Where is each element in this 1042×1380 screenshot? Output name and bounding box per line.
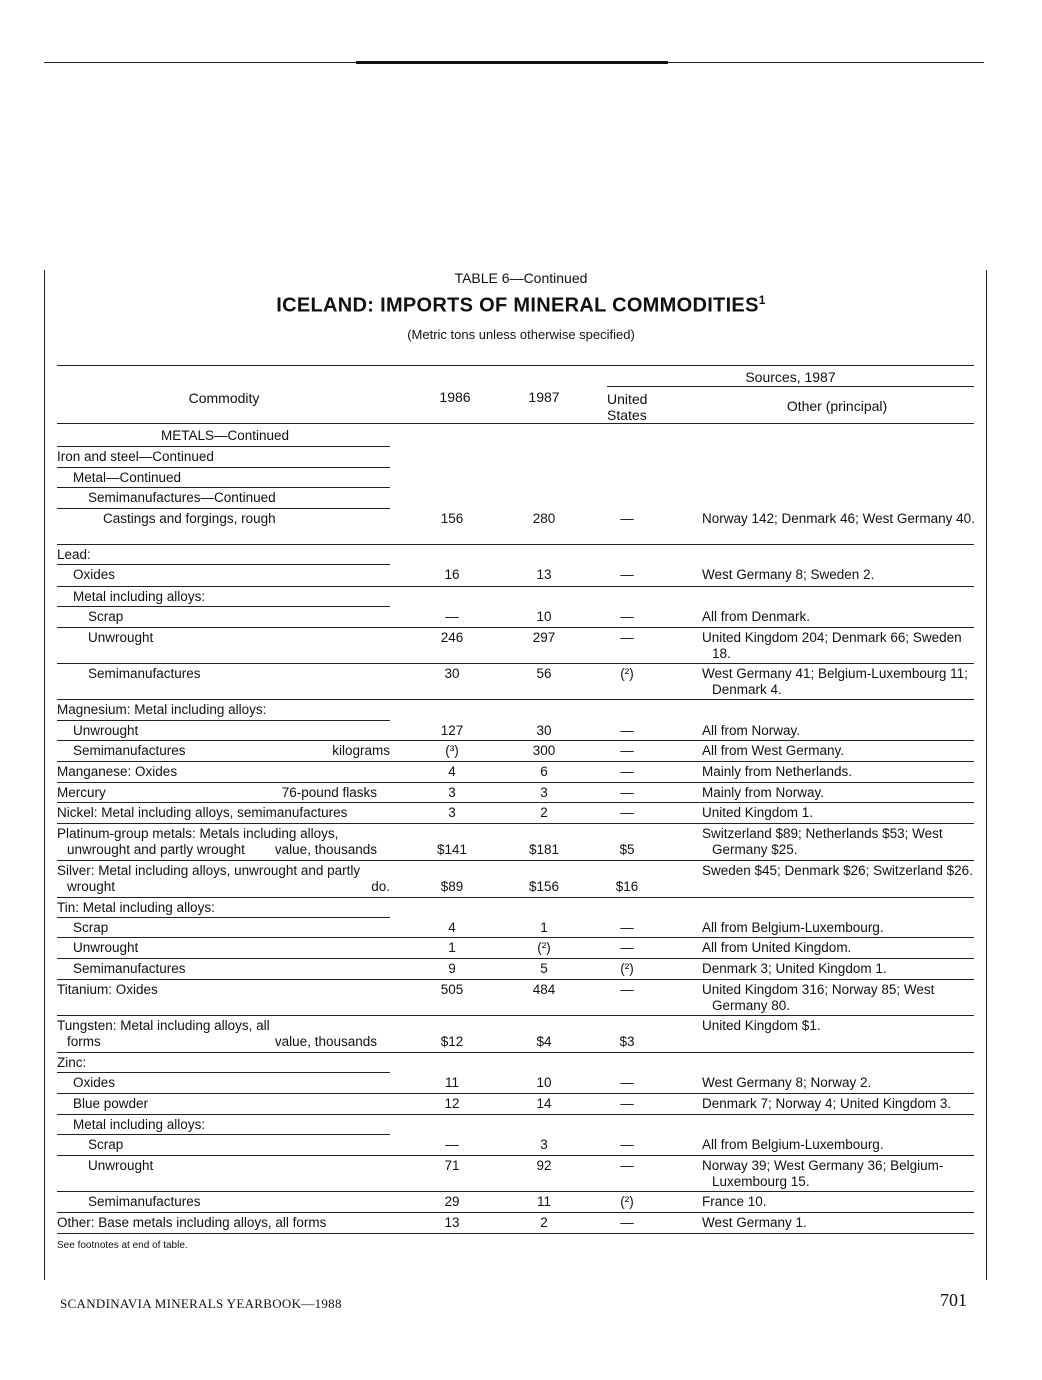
unit-label: 76-pound flasks bbox=[281, 785, 377, 800]
value-other-sources: France 10. bbox=[702, 1194, 767, 1209]
commodity-name: METALS—Continued bbox=[161, 428, 290, 443]
page-number: 701 bbox=[940, 1290, 967, 1310]
header-top-rule bbox=[57, 365, 974, 366]
header-bottom-rule bbox=[57, 423, 974, 424]
value-1987: 280 bbox=[532, 511, 556, 526]
value-1986: 12 bbox=[444, 1096, 460, 1111]
commodity-name: Manganese: Oxides bbox=[57, 764, 178, 779]
value-united-states: — bbox=[620, 982, 634, 997]
value-1987: 5 bbox=[540, 961, 548, 976]
value-1987: 2 bbox=[540, 805, 548, 820]
value-1986: — bbox=[445, 1137, 459, 1152]
table-title-text: ICELAND: IMPORTS OF MINERAL COMMODITIES bbox=[276, 294, 759, 317]
value-1986: 3 bbox=[448, 805, 456, 820]
value-united-states: — bbox=[620, 1137, 634, 1152]
value-united-states: $3 bbox=[619, 1034, 635, 1049]
footnote-reference: See footnotes at end of table. bbox=[57, 1240, 188, 1251]
unit-label: kilograms bbox=[332, 743, 390, 758]
value-1986: $141 bbox=[436, 842, 468, 857]
right-frame-rule bbox=[986, 270, 987, 1280]
commodity-name: Semimanufactures bbox=[88, 1194, 201, 1209]
commodity-name: Metal—Continued bbox=[73, 470, 182, 485]
value-1986: 3 bbox=[448, 785, 456, 800]
value-1986: 505 bbox=[440, 982, 464, 997]
row-rule bbox=[57, 1233, 974, 1234]
row-rule bbox=[57, 663, 974, 664]
value-1986: $89 bbox=[440, 879, 464, 894]
row-rule bbox=[57, 720, 390, 721]
value-1986: 30 bbox=[444, 666, 460, 681]
value-other-sources: All from United Kingdom. bbox=[702, 940, 852, 955]
commodity-name-line1: Tungsten: Metal including alloys, all bbox=[57, 1018, 270, 1033]
row-rule bbox=[57, 1072, 390, 1073]
value-united-states: $16 bbox=[615, 879, 639, 894]
value-other-sources: West Germany 8; Norway 2. bbox=[702, 1075, 872, 1090]
commodity-name: Titanium: Oxides bbox=[57, 982, 158, 997]
value-1987: $4 bbox=[536, 1034, 552, 1049]
row-rule bbox=[57, 1052, 974, 1053]
commodity-name: Semimanufactures bbox=[73, 961, 186, 976]
row-rule bbox=[57, 1134, 390, 1135]
value-1986: 29 bbox=[444, 1194, 460, 1209]
value-other-sources: United Kingdom 204; Denmark 66; Sweden 18. bbox=[702, 630, 962, 661]
value-1986: 11 bbox=[444, 1075, 459, 1090]
col-us-header-line2: States bbox=[607, 407, 647, 423]
value-1987: 92 bbox=[536, 1158, 552, 1173]
unit-label: do. bbox=[371, 879, 390, 894]
value-1986: 4 bbox=[448, 764, 456, 779]
row-rule bbox=[57, 1212, 974, 1213]
commodity-name-line2: unwrought and partly wrought bbox=[67, 842, 245, 857]
value-united-states: — bbox=[620, 630, 634, 645]
row-rule bbox=[57, 564, 390, 565]
value-1987: 3 bbox=[540, 785, 548, 800]
col-other-header: Other (principal) bbox=[786, 398, 888, 414]
value-other-sources: Switzerland $89; Netherlands $53; West Germany $25. bbox=[702, 826, 943, 857]
row-rule bbox=[57, 699, 974, 700]
value-united-states: $5 bbox=[619, 842, 635, 857]
row-rule bbox=[57, 937, 974, 938]
row-rule bbox=[57, 761, 974, 762]
commodity-name-line1: Silver: Metal including alloys, unwrought and partly bbox=[57, 863, 361, 878]
commodity-name: Metal including alloys: bbox=[73, 1117, 206, 1132]
commodity-name: Scrap bbox=[88, 609, 124, 624]
row-rule bbox=[57, 917, 390, 918]
commodity-name: Semimanufactures bbox=[88, 666, 201, 681]
value-other-sources: Mainly from Norway. bbox=[702, 785, 825, 800]
row-rule bbox=[57, 782, 974, 783]
value-1987: (²) bbox=[537, 940, 551, 955]
commodity-name: Unwrought bbox=[73, 723, 139, 738]
row-rule bbox=[57, 1155, 974, 1156]
row-rule bbox=[57, 860, 974, 861]
row-rule bbox=[57, 1191, 974, 1192]
row-rule bbox=[57, 740, 974, 741]
value-1987: 14 bbox=[536, 1096, 552, 1111]
row-rule bbox=[57, 446, 390, 447]
value-united-states: — bbox=[620, 511, 634, 526]
value-1987: 13 bbox=[536, 567, 552, 582]
publication-footer: SCANDINAVIA MINERALS YEARBOOK—1988 bbox=[60, 1296, 342, 1311]
sources-underline bbox=[607, 386, 974, 387]
commodity-name: Oxides bbox=[73, 1075, 116, 1090]
row-rule bbox=[57, 606, 390, 607]
row-rule bbox=[57, 823, 974, 824]
value-united-states: — bbox=[620, 940, 634, 955]
commodity-name-line2: forms bbox=[67, 1034, 101, 1049]
value-united-states: — bbox=[620, 567, 634, 582]
value-united-states: — bbox=[620, 1096, 634, 1111]
commodity-name: Oxides bbox=[73, 567, 116, 582]
row-rule bbox=[57, 467, 390, 468]
row-rule bbox=[57, 802, 974, 803]
value-1986: $12 bbox=[440, 1034, 464, 1049]
value-1986: 4 bbox=[448, 920, 456, 935]
value-united-states: — bbox=[620, 1075, 634, 1090]
col-commodity-header: Commodity bbox=[188, 390, 260, 406]
row-rule bbox=[57, 627, 974, 628]
value-other-sources: Mainly from Netherlands. bbox=[702, 764, 853, 779]
commodity-name-line1: Platinum-group metals: Metals including alloys, bbox=[57, 826, 339, 841]
value-1986: 127 bbox=[440, 723, 464, 738]
row-rule bbox=[57, 586, 974, 587]
commodity-name: Blue powder bbox=[73, 1096, 149, 1111]
value-1986: 246 bbox=[440, 630, 464, 645]
row-rule bbox=[57, 979, 974, 980]
col-1986-header: 1986 bbox=[439, 389, 471, 405]
table-subtitle: (Metric tons unless otherwise specified) bbox=[407, 327, 635, 342]
commodity-name: Scrap bbox=[88, 1137, 124, 1152]
value-united-states: (²) bbox=[620, 961, 634, 976]
row-rule bbox=[57, 1015, 974, 1016]
value-united-states: — bbox=[620, 1215, 634, 1230]
commodity-name: Nickel: Metal including alloys, semimanufactures bbox=[57, 805, 348, 820]
value-1987: $181 bbox=[528, 842, 560, 857]
commodity-name: Mercury bbox=[57, 785, 106, 800]
commodity-name: Semimanufactures—Continued bbox=[88, 490, 276, 505]
value-other-sources: West Germany 1. bbox=[702, 1215, 807, 1230]
value-other-sources: West Germany 41; Belgium-Luxembourg 11; Denmark 4. bbox=[702, 666, 968, 697]
col-1987-header: 1987 bbox=[528, 389, 560, 405]
value-other-sources: West Germany 8; Sweden 2. bbox=[702, 567, 875, 582]
value-united-states: — bbox=[620, 785, 634, 800]
left-frame-rule bbox=[44, 270, 45, 1280]
value-1986: 13 bbox=[444, 1215, 460, 1230]
value-united-states: — bbox=[620, 764, 634, 779]
commodity-name: Zinc: bbox=[57, 1055, 87, 1070]
value-other-sources: United Kingdom 316; Norway 85; West Germany 80. bbox=[702, 982, 935, 1013]
col-sources-header: Sources, 1987 bbox=[745, 369, 836, 385]
value-united-states: — bbox=[620, 723, 634, 738]
value-1986: 156 bbox=[440, 511, 464, 526]
value-other-sources: United Kingdom 1. bbox=[702, 805, 814, 820]
row-rule bbox=[57, 897, 974, 898]
commodity-name: Unwrought bbox=[73, 940, 139, 955]
title-footnote-mark: 1 bbox=[758, 293, 766, 307]
row-rule bbox=[57, 508, 390, 509]
commodity-name: Lead: bbox=[57, 547, 91, 562]
value-other-sources: All from Belgium-Luxembourg. bbox=[702, 1137, 884, 1152]
row-rule bbox=[57, 1114, 974, 1115]
commodity-name: Other: Base metals including alloys, all forms bbox=[57, 1215, 327, 1230]
value-other-sources: Norway 142; Denmark 46; West Germany 40. bbox=[702, 511, 975, 526]
value-united-states: — bbox=[620, 743, 634, 758]
col-us-header-line1: United bbox=[607, 391, 648, 407]
table-label: TABLE 6—Continued bbox=[454, 270, 588, 286]
commodity-name: Tin: Metal including alloys: bbox=[57, 900, 215, 915]
value-1987: 1 bbox=[540, 920, 548, 935]
value-united-states: — bbox=[620, 920, 634, 935]
table-title bbox=[0, 293, 1042, 318]
value-1987: $156 bbox=[528, 879, 560, 894]
value-united-states: — bbox=[620, 1158, 634, 1173]
value-1987: 10 bbox=[536, 1075, 552, 1090]
value-1986: 1 bbox=[448, 940, 456, 955]
value-1987: 56 bbox=[536, 666, 552, 681]
commodity-name-line2: wrought bbox=[67, 879, 116, 894]
value-1986: — bbox=[445, 609, 459, 624]
value-other-sources: All from Denmark. bbox=[702, 609, 811, 624]
value-1986: 71 bbox=[444, 1158, 460, 1173]
commodity-name: Unwrought bbox=[88, 630, 154, 645]
value-1987: 300 bbox=[532, 743, 556, 758]
value-other-sources: Sweden $45; Denmark $26; Switzerland $26. bbox=[702, 863, 973, 878]
row-rule bbox=[57, 1093, 974, 1094]
value-1987: 11 bbox=[536, 1194, 551, 1209]
commodity-name: Metal including alloys: bbox=[73, 589, 206, 604]
row-rule bbox=[57, 487, 390, 488]
value-united-states: — bbox=[620, 609, 634, 624]
top-rule-thick bbox=[356, 61, 668, 64]
value-other-sources: United Kingdom $1. bbox=[702, 1018, 821, 1033]
row-rule bbox=[57, 544, 974, 545]
value-1987: 297 bbox=[532, 630, 556, 645]
value-1986: 9 bbox=[448, 961, 456, 976]
value-1987: 484 bbox=[532, 982, 556, 997]
value-1987: 10 bbox=[536, 609, 552, 624]
commodity-name: Iron and steel—Continued bbox=[57, 449, 214, 464]
value-other-sources: All from West Germany. bbox=[702, 743, 845, 758]
unit-label: value, thousands bbox=[274, 842, 377, 857]
value-other-sources: All from Norway. bbox=[702, 723, 801, 738]
value-1987: 3 bbox=[540, 1137, 548, 1152]
value-1986: 16 bbox=[444, 567, 460, 582]
value-united-states: (²) bbox=[620, 666, 634, 681]
value-1987: 6 bbox=[540, 764, 548, 779]
value-1987: 30 bbox=[536, 723, 552, 738]
value-other-sources: Denmark 3; United Kingdom 1. bbox=[702, 961, 887, 976]
value-other-sources: Denmark 7; Norway 4; United Kingdom 3. bbox=[702, 1096, 952, 1111]
commodity-name: Castings and forgings, rough bbox=[103, 511, 276, 526]
value-1987: 2 bbox=[540, 1215, 548, 1230]
unit-label: value, thousands bbox=[274, 1034, 377, 1049]
value-united-states: — bbox=[620, 805, 634, 820]
row-rule bbox=[57, 958, 974, 959]
commodity-name: Semimanufactures bbox=[73, 743, 186, 758]
value-other-sources: Norway 39; West Germany 36; Belgium-Luxembourg 15. bbox=[702, 1158, 944, 1189]
value-1986: (³) bbox=[445, 743, 459, 758]
commodity-name: Unwrought bbox=[88, 1158, 154, 1173]
value-united-states: (²) bbox=[620, 1194, 634, 1209]
value-other-sources: All from Belgium-Luxembourg. bbox=[702, 920, 884, 935]
commodity-name: Magnesium: Metal including alloys: bbox=[57, 702, 267, 717]
commodity-name: Scrap bbox=[73, 920, 109, 935]
